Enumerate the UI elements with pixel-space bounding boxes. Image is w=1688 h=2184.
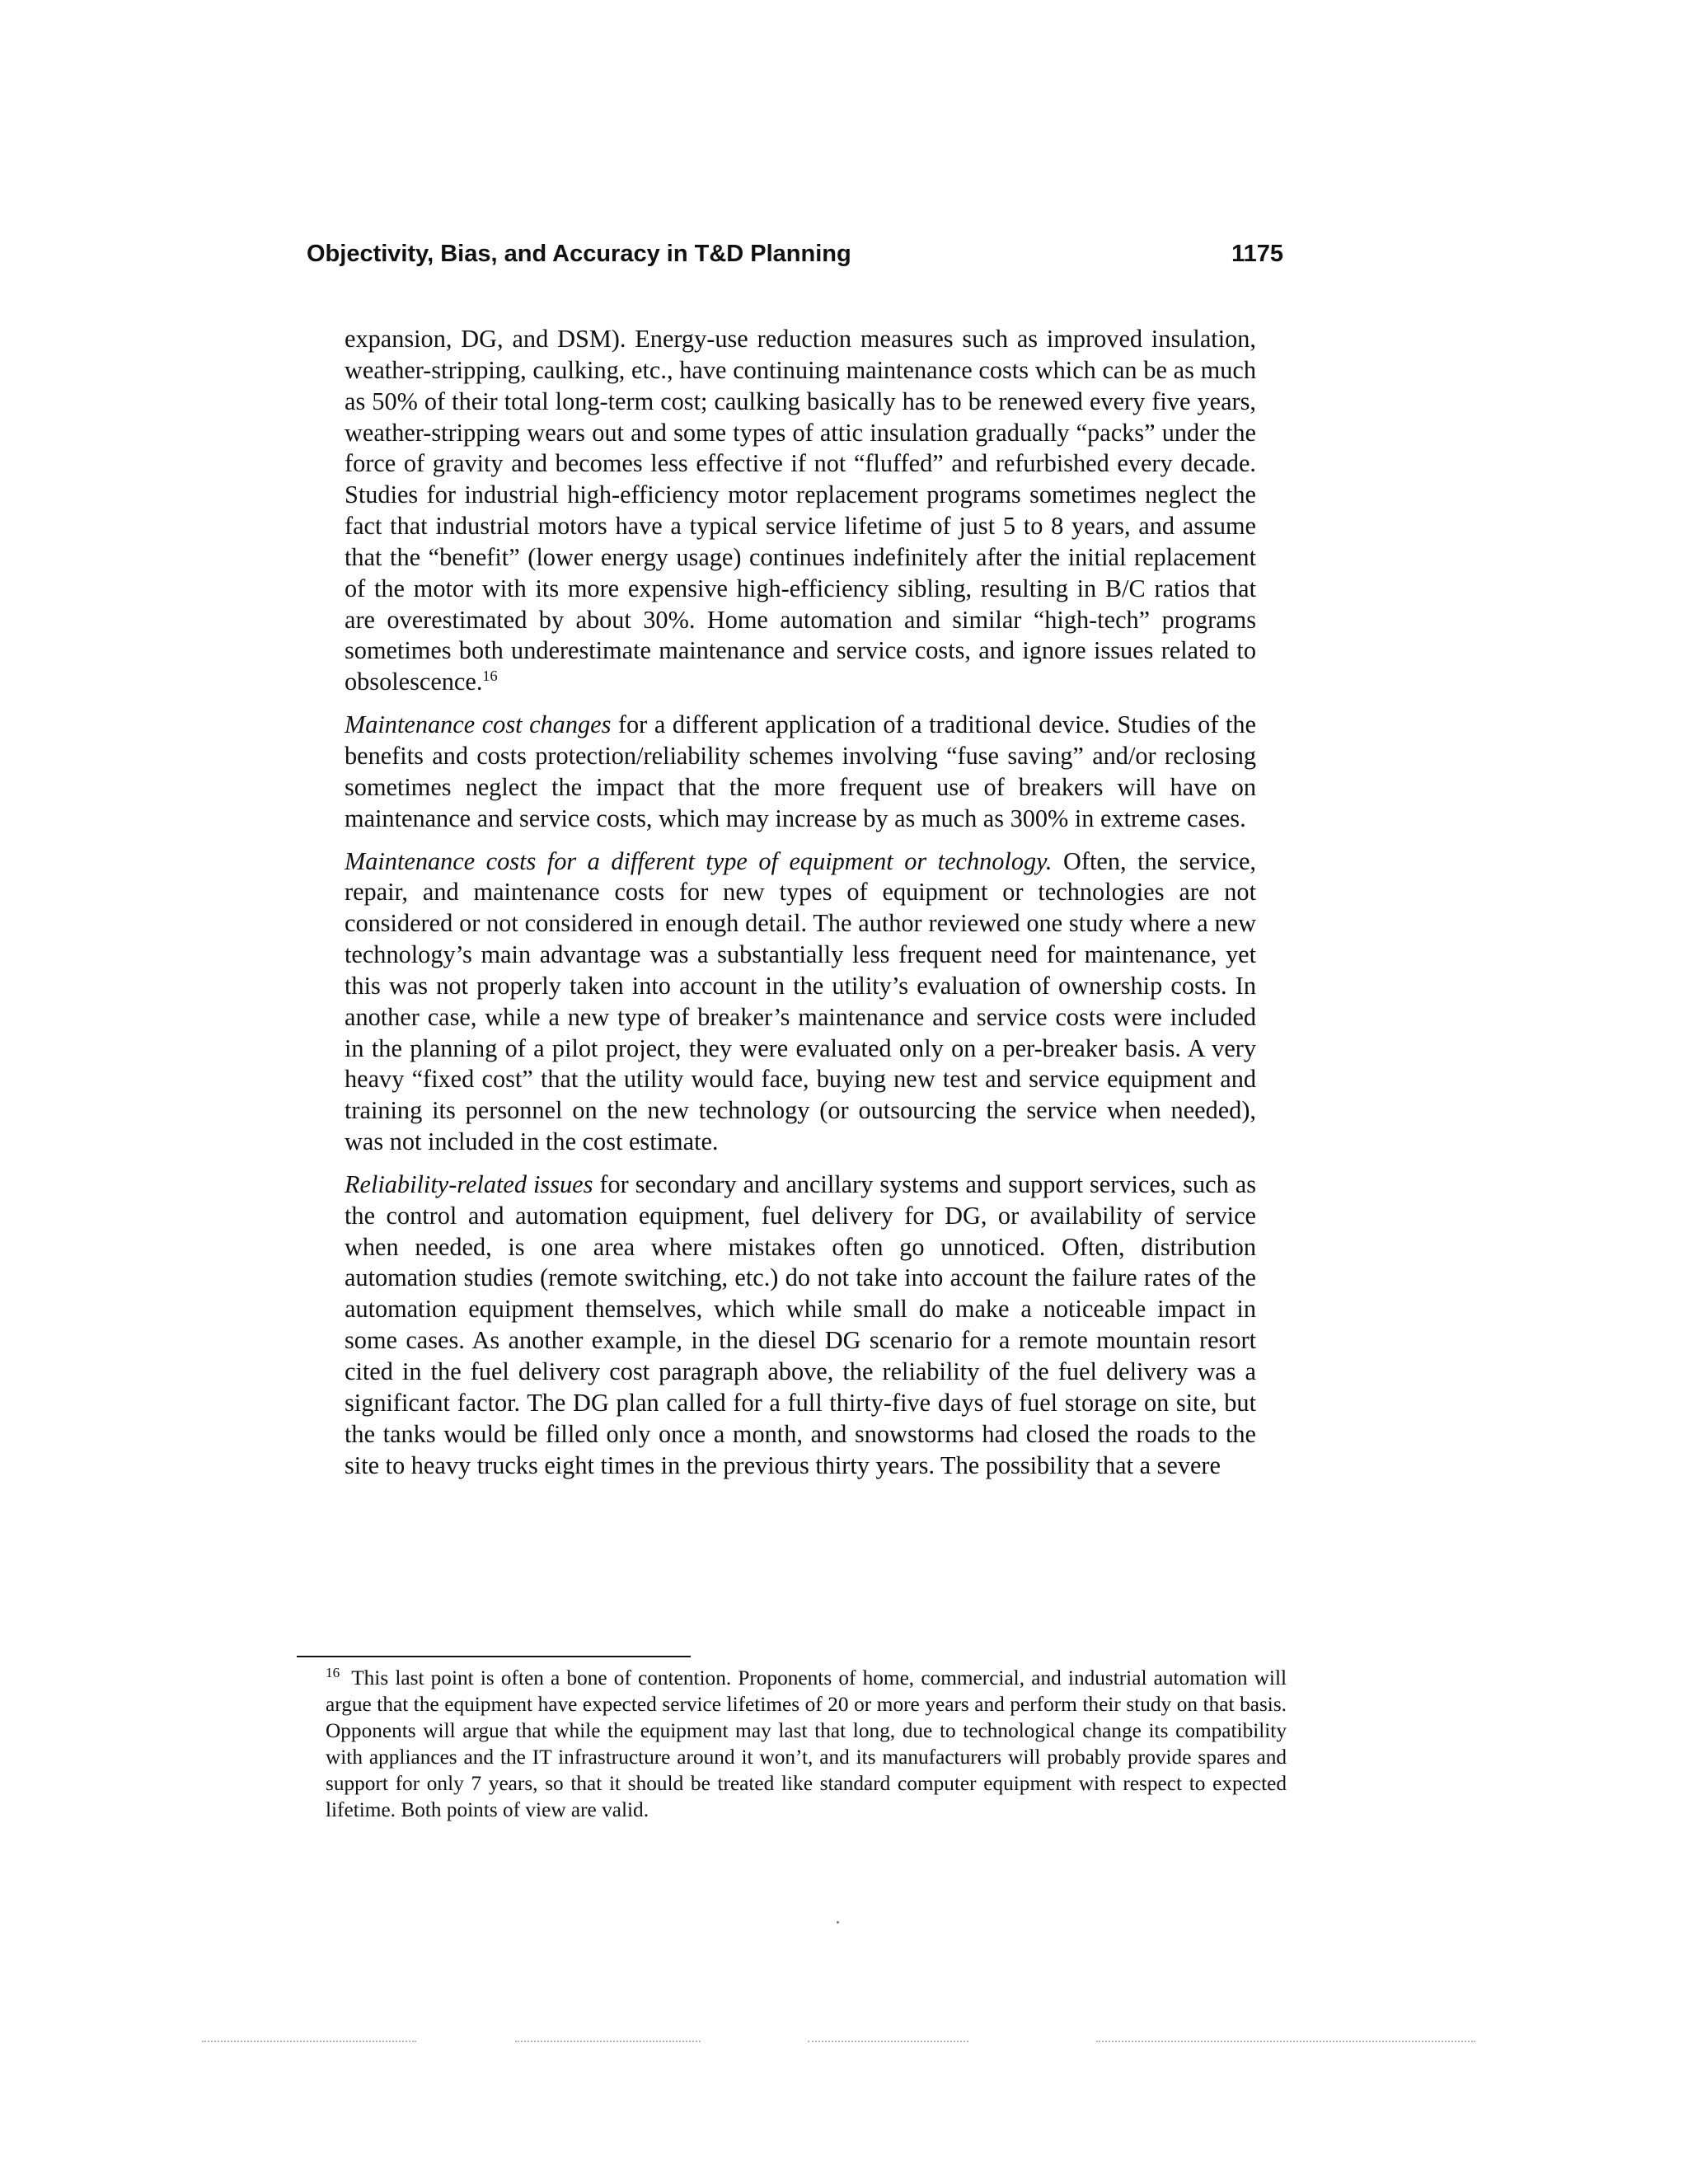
paragraph-text: for secondary and ancillary systems and support services, such as the control and automation equipment, fuel delivery for DG, or availability of service when needed, is one area where mistakes often go unnoticed. Often, distribution automation studies (remote switching, etc.) do not take into account the failure rates of the automation equipment themselves, which while small do make a noticeable impact in some cases. As another example, in the diesel DG scenario for a remote mountain resort cited in the fuel delivery cost paragraph above, the reliability of the fuel delivery was a significant factor. The DG plan called for a full thirty-five days of fuel storage on site, but the tanks would be filled only once a month, and snowstorms had closed the roads to the site to heavy trucks eight times in the previous thirty years. The possibility that a severe <box>345 1169 1256 1479</box>
body-text <box>345 324 1256 1481</box>
paragraph-lead-italic: Maintenance costs for a different type of equipment or technology. <box>345 846 1053 875</box>
footnote-paragraph <box>326 1666 1287 1823</box>
footnote-reference: 16 <box>482 668 498 685</box>
chapter-running-title: Objectivity, Bias, and Accuracy in T&D Planning <box>307 241 851 267</box>
scan-speck <box>837 1921 839 1924</box>
running-head <box>307 241 1283 277</box>
paragraph-lead-italic: Reliability-related issues <box>345 1169 593 1198</box>
footnote-marker: 16 <box>326 1664 340 1680</box>
footnote-separator-rule <box>297 1656 691 1657</box>
paragraph-continued <box>345 324 1256 698</box>
paragraph-text: expansion, DG, and DSM). Energy-use reduction measures such as improved insulation, weather-stripping, caulking, etc., have continuing maintenance costs which can be as much as 50% of their total long-term cost; caulking basically has to be renewed every five years, weather-stripping wears out and some types of attic insulation gradually “packs” under the force of gravity and becomes less effective if not “fluffed” and refurbished every decade. Studies for industrial high-efficiency motor replacement programs sometimes neglect the fact that industrial motors have a typical service lifetime of just 5 to 8 years, and assume that the “benefit” (lower energy usage) continues indefinitely after the initial replacement of the motor with its more expensive high-efficiency sibling, resulting in B/C ratios that are overestimated by about 30%. Home automation and similar “high-tech” programs sometimes both underestimate maintenance and service costs, and ignore issues related to obsolescence. <box>345 325 1256 696</box>
scan-edge-artifact <box>1096 2041 1475 2042</box>
paragraph-maintenance-costs-new-technology <box>345 846 1256 1158</box>
scan-edge-artifact <box>202 2041 416 2042</box>
paragraph-reliability-issues <box>345 1169 1256 1481</box>
scan-edge-artifact <box>808 2041 968 2042</box>
footnote-text: This last point is often a bone of contention. Proponents of home, commercial, and industrial automation will argue that the equipment have expected service lifetimes of 20 or more years and perform their study on that basis. Opponents will argue that while the equipment may last that long, due to technological change its compatibility with appliances and the IT infrastructure around it won’t, and its manufacturers will probably provide spares and support for only 7 years, so that it should be treated like standard computer equipment with respect to expected lifetime. Both points of view are valid. <box>326 1666 1287 1821</box>
paragraph-text: Often, the service, repair, and maintenance costs for new types of equipment or technologies are not considered or not considered in enough detail. The author reviewed one study where a new technology’s main advantage was a substantially less frequent need for maintenance, yet this was not properly taken into account in the utility’s evaluation of ownership costs. In another case, while a new type of breaker’s maintenance and service costs were included in the planning of a pilot project, they were evaluated only on a per-breaker basis. A very heavy “fixed cost” that the utility would face, buying new test and service equipment and training its personnel on the new technology (or outsourcing the service when needed), was not included in the cost estimate. <box>345 846 1256 1156</box>
page-number: 1175 <box>1231 241 1283 267</box>
scan-edge-artifact <box>515 2041 701 2042</box>
paragraph-maintenance-cost-changes <box>345 710 1256 834</box>
footnote-16 <box>326 1666 1287 1823</box>
paragraph-lead-italic: Maintenance cost changes <box>345 710 612 739</box>
paragraph-text: for a different application of a traditional device. Studies of the benefits and costs protection/reliability schemes involving “fuse saving” and/or reclosing sometimes neglect the impact that the more frequent use of breakers will have on maintenance and service costs, which may increase by as much as 300% in extreme cases. <box>345 710 1256 832</box>
